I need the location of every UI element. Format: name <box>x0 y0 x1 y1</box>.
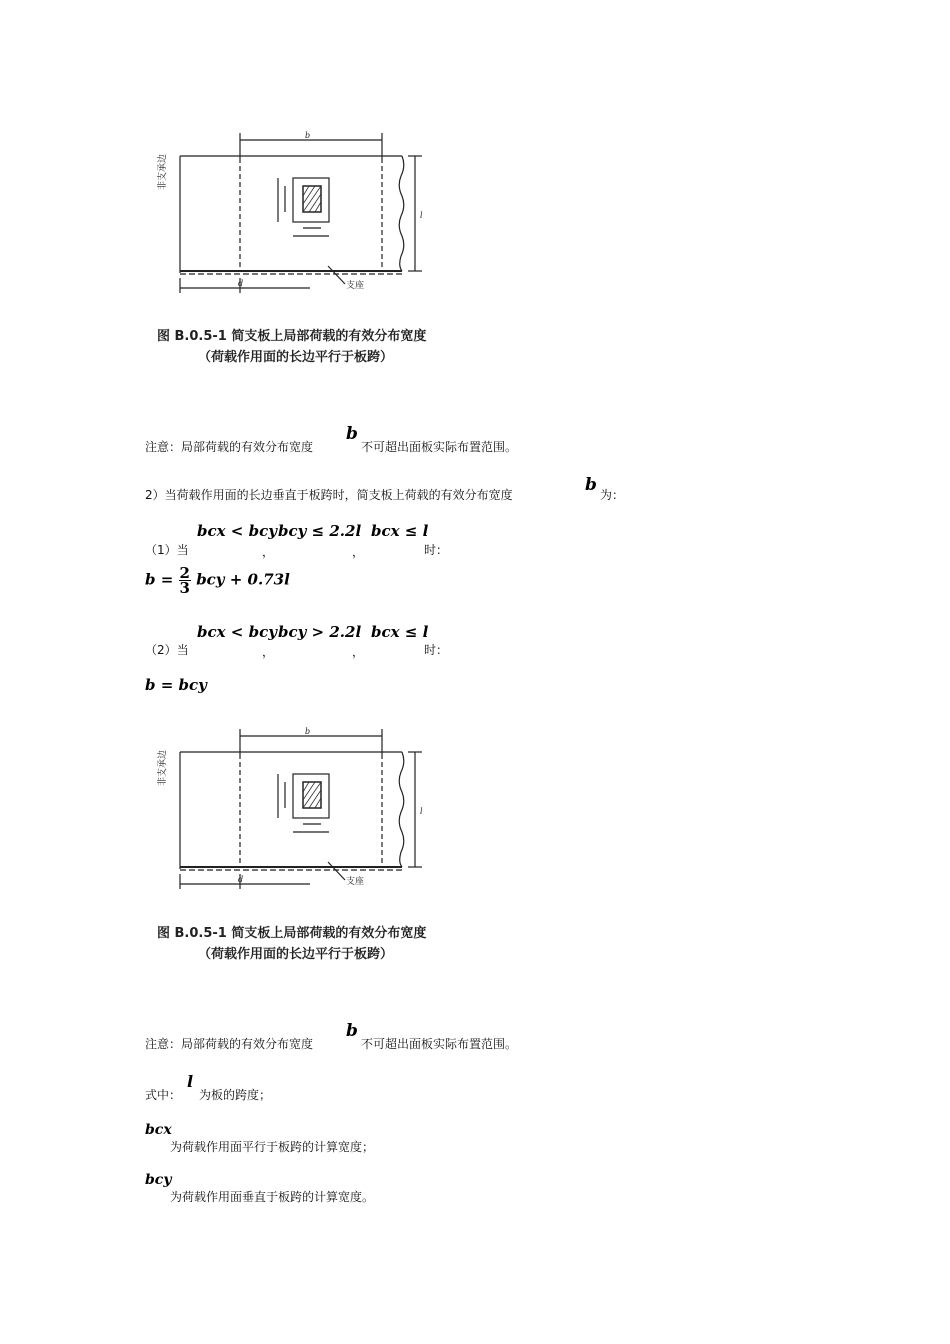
svg-text:支座: 支座 <box>346 281 365 291</box>
case-1-formula-lhs: b = <box>145 570 174 589</box>
note-2-symbol: b <box>346 1021 358 1041</box>
case-2-formula: b = bcy <box>145 676 207 694</box>
case-2-sep2: ， <box>352 645 365 659</box>
svg-text:d: d <box>238 875 244 884</box>
case-2-cond2: bcy > 2.2l <box>278 623 362 641</box>
case-1-formula <box>145 566 290 595</box>
figure-2 <box>150 724 450 894</box>
item-2-symbol: b <box>585 475 597 495</box>
case-2-cond1: bcx < bcy <box>197 623 277 641</box>
svg-text:b: b <box>305 727 311 736</box>
case-2-sep1: ， <box>262 645 275 659</box>
defs-bcx-text: 为荷载作用面平行于板跨的计算宽度； <box>170 1140 375 1154</box>
defs-l-symbol: l <box>187 1072 194 1091</box>
case-1-cond1: bcx < bcy <box>197 522 277 540</box>
svg-text:非支承边: 非支承边 <box>158 749 168 786</box>
note-1 <box>145 438 313 455</box>
figure-1 <box>150 128 450 298</box>
case-1-cond2: bcy ≤ 2.2l <box>278 522 362 540</box>
case-1-formula-denominator: 3 <box>179 579 190 597</box>
case-1-cond3: bcx ≤ l <box>371 522 429 540</box>
slab-diagram-1 <box>150 128 450 298</box>
case-1-formula-rest: bcy + 0.73l <box>196 570 290 589</box>
svg-text:支座: 支座 <box>346 877 365 887</box>
figure-1-caption-line1: 图 B.0.5-1 简支板上局部荷载的有效分布宽度 <box>157 329 427 344</box>
figure-2-caption-line2: （荷载作用面的长边平行于板跨） <box>198 947 394 962</box>
case-1-end: 时： <box>424 543 449 557</box>
note-2-suffix: 不可超出面板实际布置范围。 <box>361 1037 518 1051</box>
case-1-formula-fraction <box>179 566 191 595</box>
slab-diagram-2 <box>150 724 450 894</box>
item-2-text: 2）当荷载作用面的长边垂直于板跨时，简支板上荷载的有效分布宽度 <box>145 488 513 502</box>
defs-intro: 式中： <box>145 1088 182 1102</box>
case-1-sep2: ， <box>352 545 365 559</box>
figure-2-caption-line1: 图 B.0.5-1 简支板上局部荷载的有效分布宽度 <box>157 926 427 941</box>
case-2-cond3: bcx ≤ l <box>371 623 429 641</box>
svg-text:l: l <box>420 807 423 816</box>
note-1-symbol: b <box>346 424 358 444</box>
svg-text:l: l <box>420 211 423 220</box>
defs-l-text: 为板的跨度； <box>199 1088 272 1102</box>
svg-text:非支承边: 非支承边 <box>158 153 168 190</box>
case-1-formula-numerator: 2 <box>179 564 190 582</box>
svg-text:d: d <box>238 279 244 288</box>
defs-bcy-text: 为荷载作用面垂直于板跨的计算宽度。 <box>170 1190 375 1204</box>
case-2-label: （2）当 <box>145 643 189 657</box>
case-1-label: （1）当 <box>145 543 189 557</box>
case-2-end: 时： <box>424 643 449 657</box>
figure-1-caption-line2: （荷载作用面的长边平行于板跨） <box>198 350 394 365</box>
note-1-prefix: 注意：局部荷载的有效分布宽度 <box>145 440 314 454</box>
item-2-suffix: 为： <box>600 488 625 502</box>
svg-text:b: b <box>305 131 311 140</box>
defs-bcy-symbol: bcy <box>145 1172 172 1188</box>
case-1-sep1: ， <box>262 545 275 559</box>
defs-bcx-symbol: bcx <box>145 1122 172 1138</box>
note-1-suffix: 不可超出面板实际布置范围。 <box>361 440 518 454</box>
note-2-prefix: 注意：局部荷载的有效分布宽度 <box>145 1037 314 1051</box>
